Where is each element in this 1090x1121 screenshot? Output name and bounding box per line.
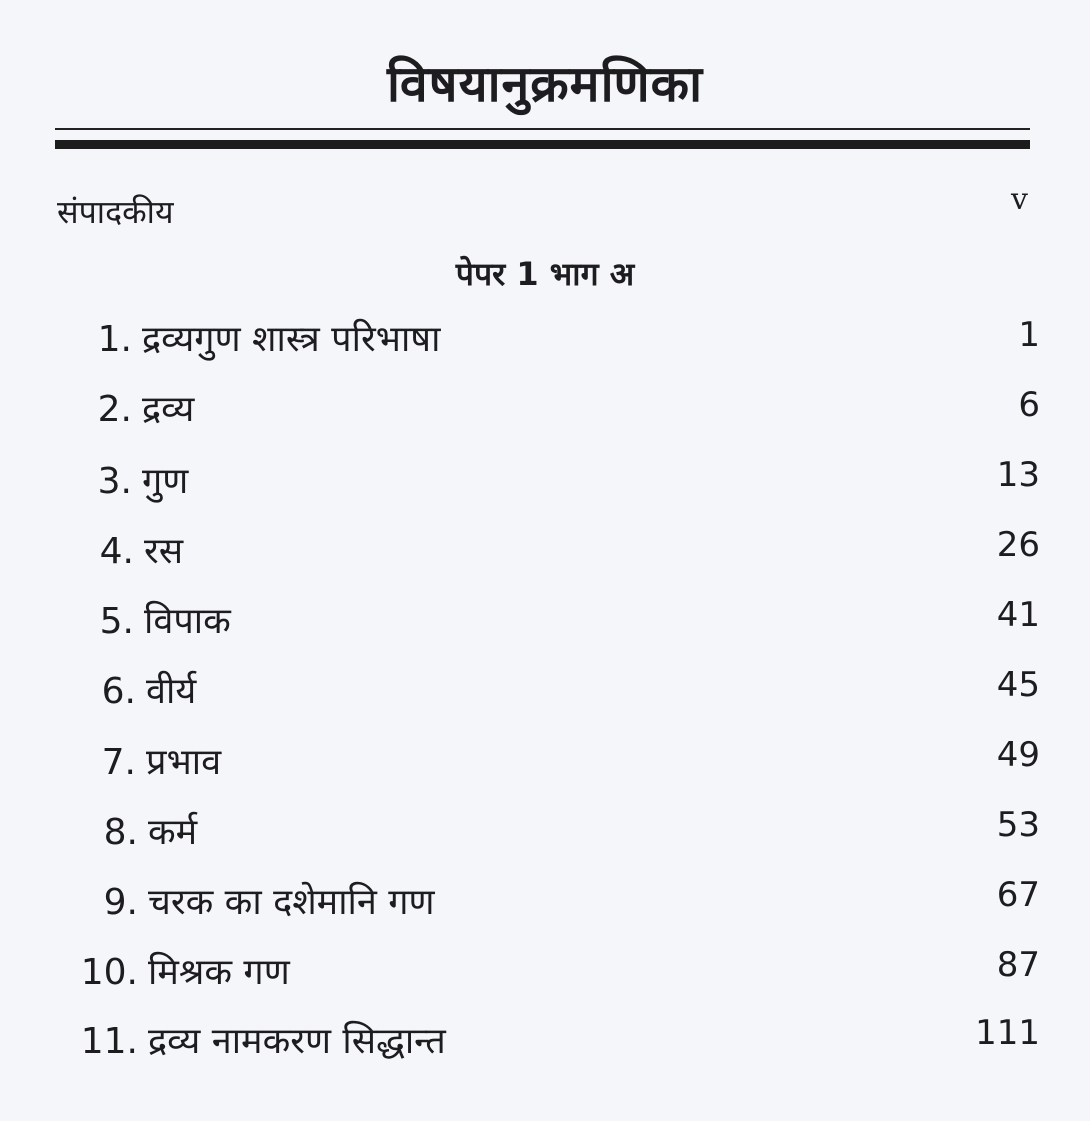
entry-title: विपाक [144,601,231,642]
entry-title: रस [144,531,184,572]
toc-entry [64,385,194,435]
entry-number: 5. [99,601,134,642]
entry-title: गुण [142,461,189,502]
title-divider-thick [55,140,1030,149]
preface-label: संपादकीय [57,193,174,231]
toc-entry [66,597,231,647]
entry-page-number: 26 [996,525,1040,565]
preface-page-number: v [1011,182,1028,217]
entry-title: द्रव्यगुण शास्त्र परिभाषा [142,319,441,360]
entry-page-number: 1 [1018,315,1040,355]
entry-number: 7. [101,742,136,783]
entry-number: 9. [103,882,138,923]
title-divider-thin [55,128,1030,130]
entry-number: 1. [97,319,132,360]
entry-page-number: 6 [1018,385,1040,425]
entry-page-number: 41 [996,595,1040,635]
entry-title: चरक का दशेमानि गण [148,882,435,923]
toc-entry [70,1017,446,1067]
entry-page-number: 67 [996,875,1040,915]
entry-title: कर्म [148,812,198,853]
entry-page-number: 87 [996,945,1040,985]
entry-number: 4. [99,531,134,572]
toc-entry [66,527,183,577]
entry-page-number: 45 [996,665,1040,705]
entry-title: वीर्य [146,671,197,712]
entry-number: 10. [80,952,138,993]
entry-page-number: 49 [996,735,1040,775]
entry-page-number: 53 [996,805,1040,845]
entry-page-number: 111 [975,1013,1040,1053]
entry-title: मिश्रक गण [148,952,290,993]
entry-title: द्रव्य [142,389,195,430]
entry-number: 2. [97,389,132,430]
toc-entry [68,738,221,788]
entry-number: 3. [97,461,132,502]
toc-entry [70,808,197,858]
entry-number: 8. [103,812,138,853]
entry-page-number: 13 [996,455,1040,495]
section-heading: पेपर 1 भाग अ [455,255,635,293]
entry-number: 6. [101,671,136,712]
toc-entry [64,315,440,365]
toc-entry [70,948,290,998]
entry-title: द्रव्य नामकरण सिद्धान्त [148,1021,446,1062]
entry-number: 11. [80,1021,138,1062]
toc-entry [68,667,196,717]
page-title: विषयानुक्रमणिका [386,55,704,113]
toc-entry [64,457,188,507]
entry-title: प्रभाव [146,742,222,783]
toc-entry [70,878,435,928]
